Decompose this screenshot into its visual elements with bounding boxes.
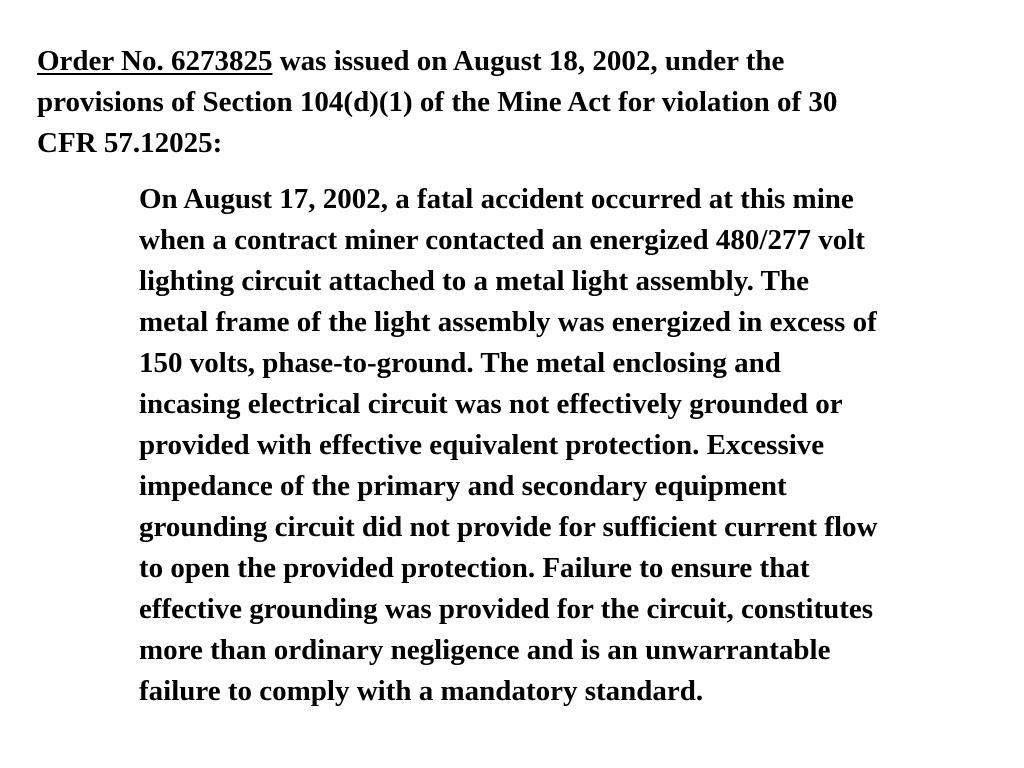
order-intro-paragraph [37, 41, 1007, 164]
quote-line: lighting circuit attached to a metal light assembly. The [139, 265, 809, 297]
intro-line-1 [37, 41, 1007, 82]
intro-line-2: provisions of Section 104(d)(1) of the Mine Act for violation of 30 [37, 86, 838, 118]
quote-line: when a contract miner contacted an energized 480/277 volt [139, 224, 865, 256]
intro-line-3: CFR 57.12025: [37, 127, 223, 159]
quote-line: On August 17, 2002, a fatal accident occurred at this mine [139, 183, 854, 215]
quote-line: provided with effective equivalent protection. Excessive [139, 429, 825, 461]
intro-line-1-text: was issued on August 18, 2002, under the [272, 45, 785, 77]
violation-description [139, 179, 1015, 712]
quote-line: more than ordinary negligence and is an unwarrantable [139, 634, 831, 666]
quote-line: failure to comply with a mandatory standard. [139, 675, 704, 707]
quote-line: effective grounding was provided for the circuit, constitutes [139, 593, 874, 625]
quote-line: metal frame of the light assembly was energized in excess of [139, 306, 877, 338]
quote-line: grounding circuit did not provide for sufficient current flow [139, 511, 878, 543]
quote-line: impedance of the primary and secondary equipment [139, 470, 787, 502]
quote-line: 150 volts, phase-to-ground. The metal enclosing and [139, 347, 781, 379]
quote-line: incasing electrical circuit was not effectively grounded or [139, 388, 843, 420]
quote-line: to open the provided protection. Failure to ensure that [139, 552, 810, 584]
order-number: Order No. 6273825 [37, 45, 273, 77]
